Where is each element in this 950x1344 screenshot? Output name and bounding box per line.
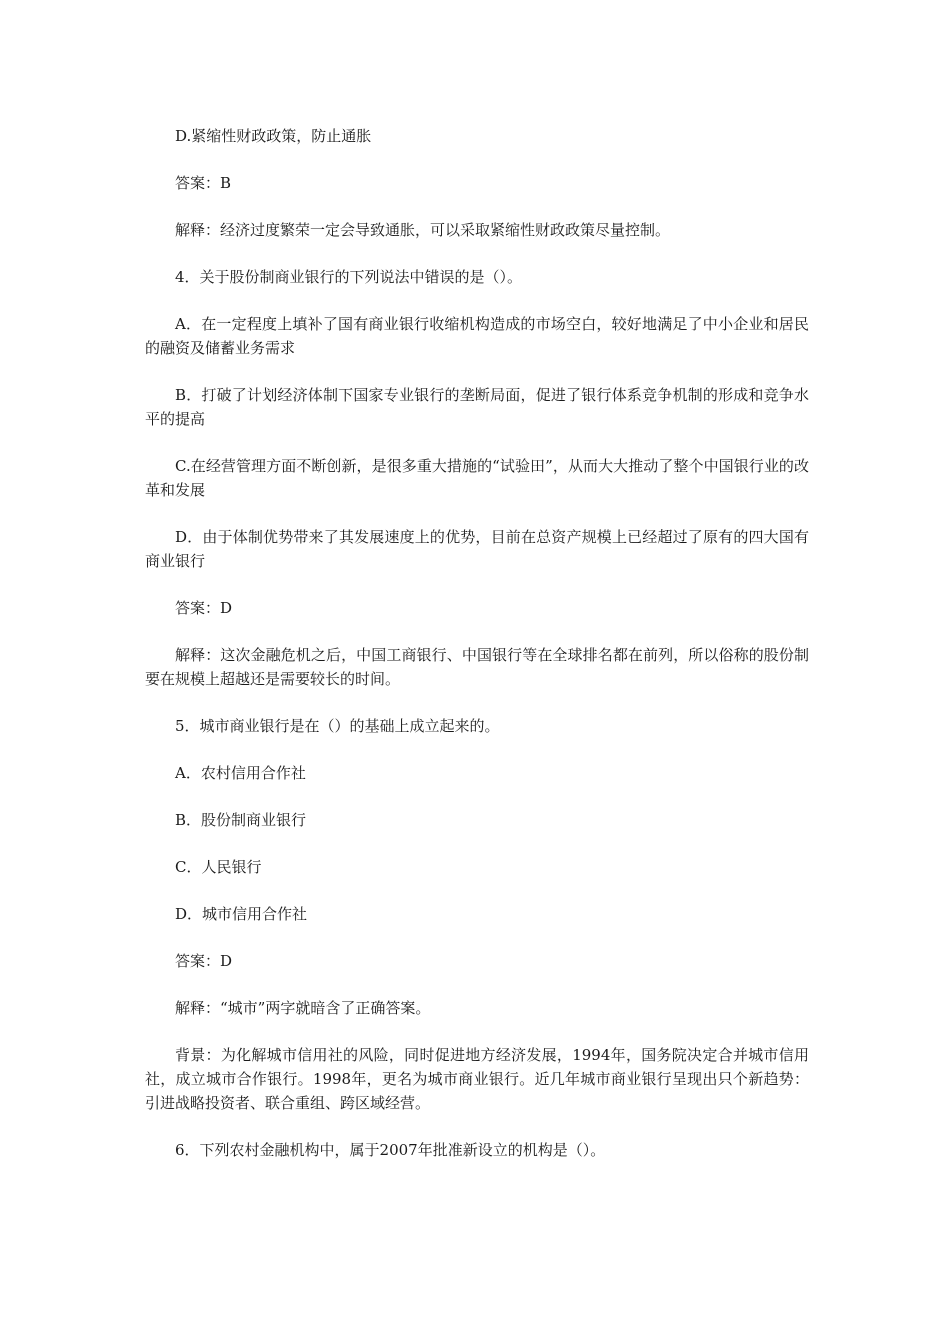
question-5-answer: 答案：D — [175, 952, 233, 970]
answer-prev-question: 答案：B — [175, 174, 232, 192]
question-5: 5．城市商业银行是在（）的基础上成立起来的。 — [175, 717, 500, 735]
question-5-option-a: A．农村信用合作社 — [175, 764, 306, 782]
question-5-option-c: C．人民银行 — [175, 858, 262, 876]
question-4-option-a: A．在一定程度上填补了国有商业银行收缩机构造成的市场空白，较好地满足了中小企业和居民的融资及储蓄业务需求 — [145, 315, 809, 357]
question-4-option-c: C.在经营管理方面不断创新，是很多重大措施的“试验田”，从而大大推动了整个中国银行业的改革和发展 — [145, 457, 809, 499]
option-d-prev-question: D.紧缩性财政政策，防止通胀 — [175, 127, 372, 145]
question-6: 6．下列农村金融机构中，属于2007年批准新设立的机构是（）。 — [175, 1141, 606, 1159]
question-4-option-d: D．由于体制优势带来了其发展速度上的优势，目前在总资产规模上已经超过了原有的四大国有商业银行 — [145, 528, 809, 570]
question-5-background: 背景：为化解城市信用社的风险，同时促进地方经济发展，1994年，国务院决定合并城市信用社，成立城市合作银行。1998年，更名为城市商业银行。近几年城市商业银行呈现出只个新趋势：引进战略投资者、联合重组、跨区域经营。 — [145, 1046, 809, 1112]
document-body — [145, 124, 809, 1185]
question-4: 4．关于股份制商业银行的下列说法中错误的是（）。 — [175, 268, 523, 286]
explanation-prev-question: 解释：经济过度繁荣一定会导致通胀，可以采取紧缩性财政政策尽量控制。 — [175, 221, 671, 239]
question-4-explanation: 解释：这次金融危机之后，中国工商银行、中国银行等在全球排名都在前列，所以俗称的股份制要在规模上超越还是需要较长的时间。 — [145, 646, 809, 688]
question-4-option-b: B．打破了计划经济体制下国家专业银行的垄断局面，促进了银行体系竞争机制的形成和竞争水平的提高 — [145, 386, 809, 428]
question-5-explanation: 解释：“城市”两字就暗含了正确答案。 — [175, 999, 431, 1017]
question-5-option-d: D．城市信用合作社 — [175, 905, 308, 923]
question-4-answer: 答案：D — [175, 599, 233, 617]
question-5-option-b: B．股份制商业银行 — [175, 811, 307, 829]
